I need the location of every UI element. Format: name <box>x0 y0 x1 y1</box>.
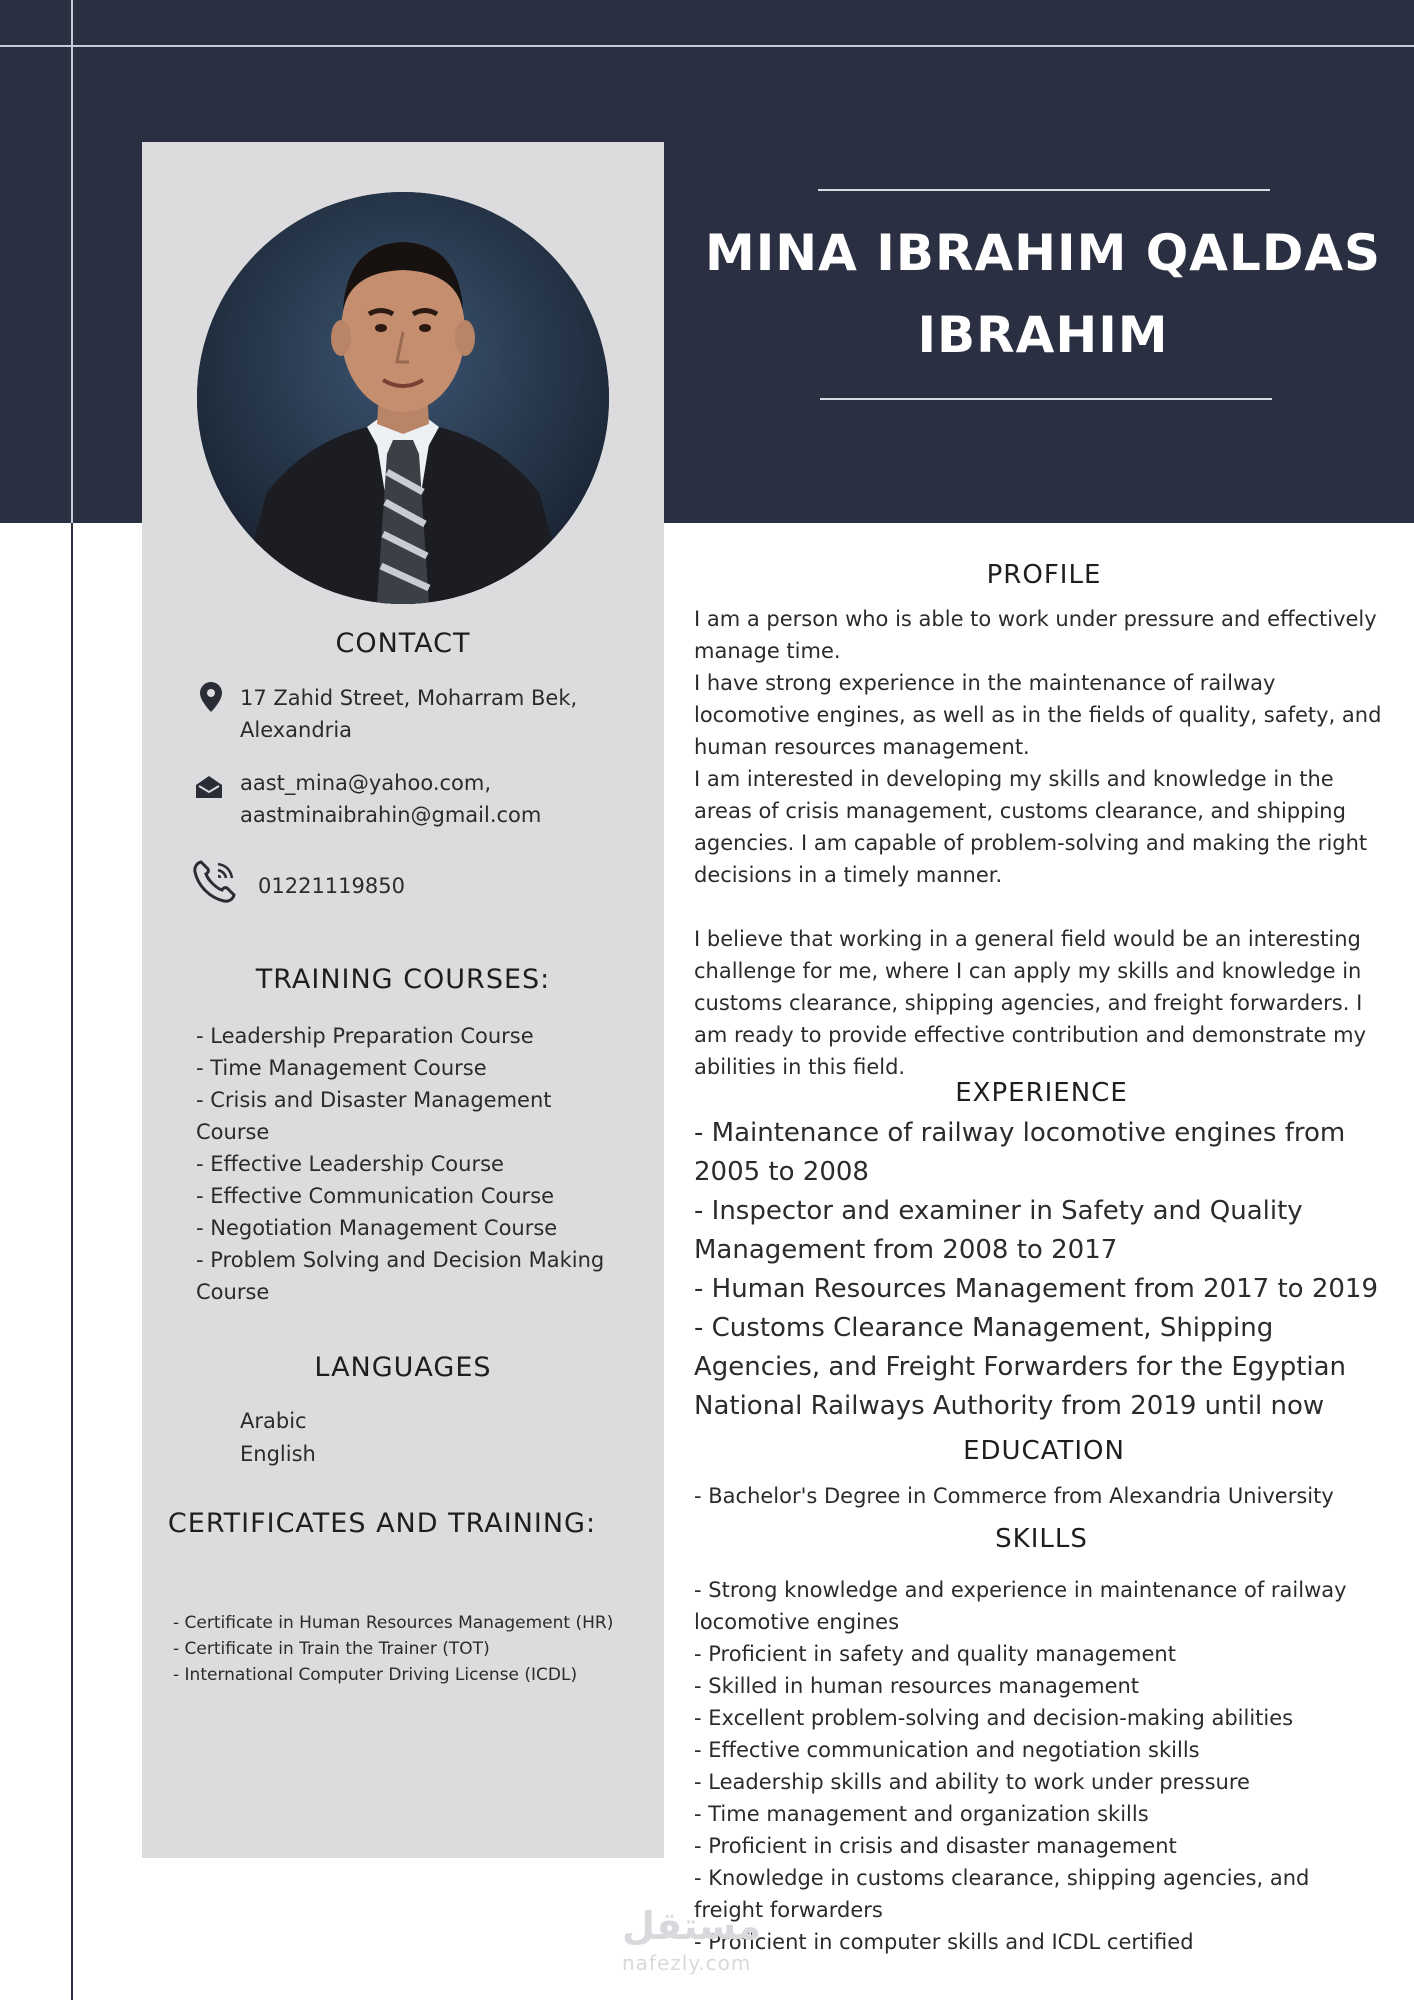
portrait-illustration <box>197 192 609 604</box>
profile-photo <box>197 192 609 604</box>
education-item: - Bachelor's Degree in Commerce from Alexandria University <box>694 1484 1334 1508</box>
watermark <box>622 1905 761 1975</box>
skill-item: - Knowledge in customs clearance, shipping agencies, and freight forwarders <box>694 1866 1310 1922</box>
certificate-item: - Certificate in Train the Trainer (TOT) <box>173 1639 490 1659</box>
education-heading: EDUCATION <box>963 1436 1125 1466</box>
certificate-item: - International Computer Driving License (ICDL) <box>173 1665 578 1685</box>
experience-list <box>694 1114 1394 1426</box>
profile-section <box>694 603 1394 1083</box>
languages-heading: LANGUAGES <box>314 1352 492 1383</box>
phone-icon <box>192 858 238 909</box>
skill-item: - Effective communication and negotiation skills <box>694 1738 1200 1762</box>
profile-paragraph: I believe that working in a general field would be an interesting challenge for me, where I can apply my skills and knowledge in customs clearance, shipping agencies, and freight forwarders. I am ready to provide effective contribution and demonstrate my abilities in this field. <box>694 927 1367 1079</box>
skills-list <box>694 1574 1374 1958</box>
name-top-rule <box>818 189 1270 191</box>
watermark-logo: مستقل <box>622 1904 761 1948</box>
skill-item: - Proficient in computer skills and ICDL certified <box>694 1930 1194 1954</box>
certificates-list <box>173 1610 633 1688</box>
training-course-item: - Crisis and Disaster Management Course <box>196 1088 552 1144</box>
name-bottom-rule <box>820 398 1272 400</box>
certificate-item: - Certificate in Human Resources Management (HR) <box>173 1613 614 1633</box>
skill-item: - Time management and organization skills <box>694 1802 1149 1826</box>
skill-item: - Excellent problem-solving and decision-making abilities <box>694 1706 1294 1730</box>
profile-paragraph: I am interested in developing my skills and knowledge in the areas of crisis management, customs clearance, and shipping agencies. I am capable of problem-solving and making the right decisions in a timely manner. <box>694 767 1368 887</box>
training-courses-heading: TRAINING COURSES: <box>255 964 551 995</box>
languages-list <box>240 1405 540 1471</box>
experience-item: - Customs Clearance Management, Shipping Agencies, and Freight Forwarders for the Egyptian National Railways Authority from 2019 until now <box>694 1313 1347 1421</box>
left-rule-line-lower <box>71 523 73 2000</box>
certificates-heading: CERTIFICATES AND TRAINING: <box>167 1508 597 1539</box>
profile-paragraph: I have strong experience in the maintenance of railway locomotive engines, as well as in the fields of quality, safety, and human resources management. <box>694 671 1382 759</box>
location-pin-icon <box>200 682 222 717</box>
skill-item: - Skilled in human resources management <box>694 1674 1140 1698</box>
training-course-item: - Problem Solving and Decision Making Course <box>196 1248 605 1304</box>
language-item: English <box>240 1442 316 1466</box>
contact-address: 17 Zahid Street, Moharram Bek, Alexandria <box>240 686 578 742</box>
top-rule-line <box>0 45 1414 47</box>
training-course-item: - Leadership Preparation Course <box>196 1024 534 1048</box>
training-course-item: - Negotiation Management Course <box>196 1216 558 1240</box>
training-course-item: - Effective Communication Course <box>196 1184 555 1208</box>
training-course-item: - Effective Leadership Course <box>196 1152 504 1176</box>
skill-item: - Proficient in safety and quality management <box>694 1642 1176 1666</box>
candidate-name: MINA IBRAHIM QALDAS IBRAHIM <box>704 224 1382 364</box>
profile-paragraph: I am a person who is able to work under pressure and effectively manage time. <box>694 607 1377 663</box>
contact-heading: CONTACT <box>335 628 471 659</box>
experience-item: - Human Resources Management from 2017 to 2019 <box>694 1274 1378 1304</box>
skill-item: - Proficient in crisis and disaster management <box>694 1834 1177 1858</box>
skill-item: - Leadership skills and ability to work under pressure <box>694 1770 1250 1794</box>
language-item: Arabic <box>240 1409 307 1433</box>
training-courses-list <box>196 1020 616 1308</box>
contact-email-2[interactable]: aastminaibrahin@gmail.com <box>240 803 542 827</box>
skill-item: - Strong knowledge and experience in maintenance of railway locomotive engines <box>694 1578 1347 1634</box>
experience-item: - Inspector and examiner in Safety and Quality Management from 2008 to 2017 <box>694 1196 1303 1265</box>
experience-item: - Maintenance of railway locomotive engines from 2005 to 2008 <box>694 1118 1346 1187</box>
profile-heading: PROFILE <box>986 560 1102 590</box>
contact-email-1[interactable]: aast_mina@yahoo.com, <box>240 771 492 795</box>
contact-phone[interactable]: 01221119850 <box>258 874 405 898</box>
skills-heading: SKILLS <box>995 1524 1088 1554</box>
training-course-item: - Time Management Course <box>196 1056 487 1080</box>
experience-heading: EXPERIENCE <box>955 1078 1128 1108</box>
envelope-icon <box>196 776 222 803</box>
watermark-url: nafezly.com <box>622 1951 752 1975</box>
